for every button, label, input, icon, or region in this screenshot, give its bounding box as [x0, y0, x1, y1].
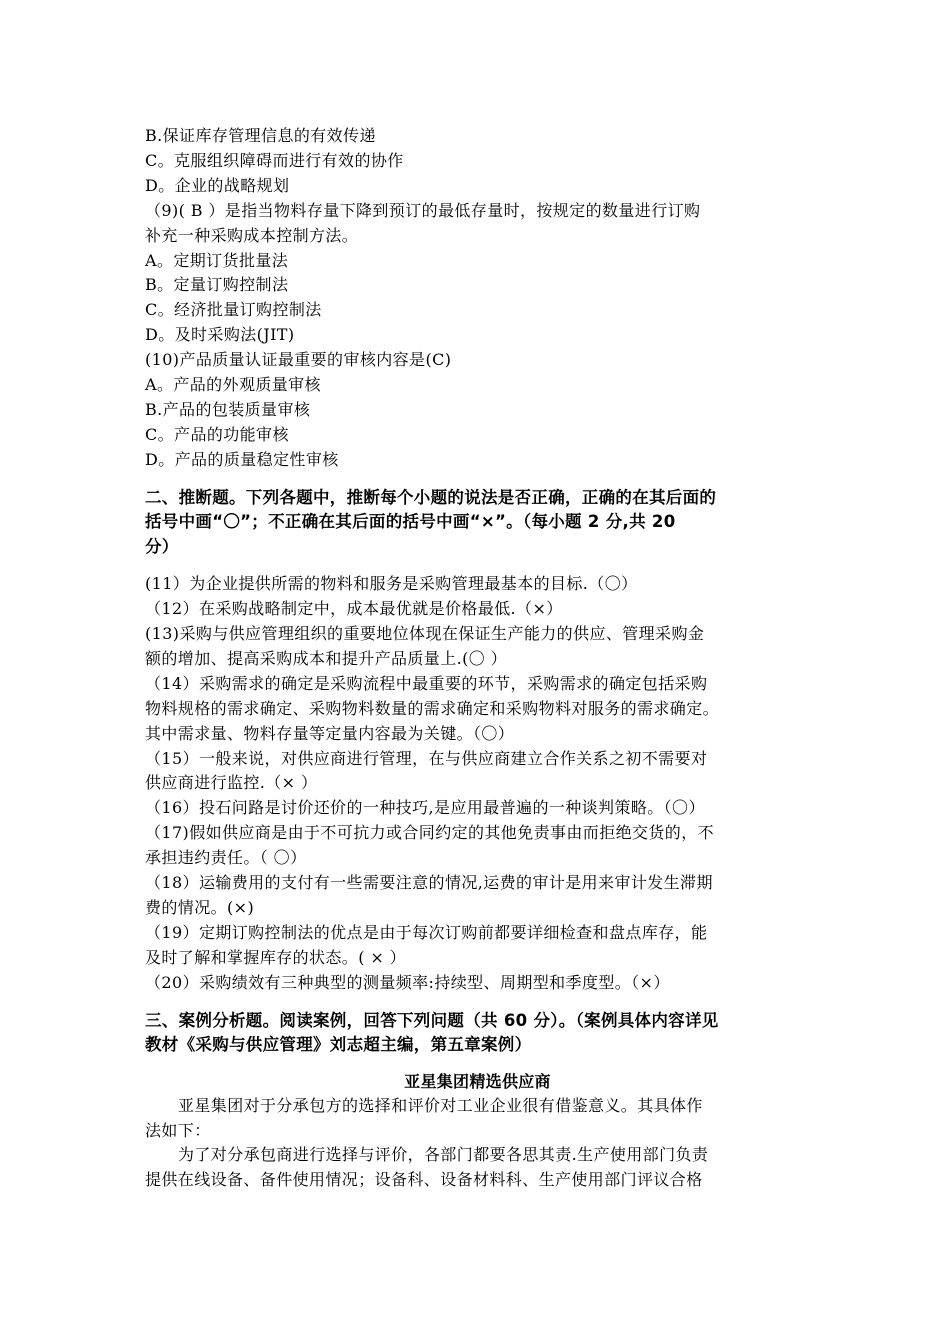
heading-line: 教材《采购与供应管理》刘志超主编，第五章案例）: [145, 1035, 532, 1055]
paragraph-line: 为了对分承包商进行选择与评价，各部门都要各思其责.生产使用部门负责: [178, 1145, 709, 1165]
section-3-heading: [145, 1009, 810, 1058]
question-19: （19）定期订购控制法的优点是由于每次订购前都要详细检查和盘点库存，能: [145, 922, 708, 942]
text-line: C。产品的功能审核: [145, 424, 289, 444]
question-14: （14）采购需求的确定是采购流程中最重要的环节，采购需求的确定包括采购: [145, 673, 708, 693]
paragraph-line: 法如下：: [145, 1120, 211, 1140]
text-line: B.保证库存管理信息的有效传递: [145, 126, 376, 145]
text-line: 供应商进行监控.（× ）: [145, 773, 318, 793]
question-16: （16）投石问路是讨价还价的一种技巧,是应用最普遍的一种谈判策略。（〇）: [145, 798, 705, 818]
question-20: （20）采购绩效有三种典型的测量频率:持续型、周期型和季度型。（×）: [145, 972, 670, 992]
text-line: D。及时采购法(JIT): [145, 325, 295, 345]
paragraph-line: 亚星集团对于分承包方的选择和评价对工业企业很有借鉴意义。其具体作: [178, 1095, 703, 1115]
document-body: [145, 124, 810, 1193]
text-line: 费的情况。(×): [145, 897, 255, 917]
text-line: 承担违约责任。（ 〇）: [145, 848, 307, 868]
question-options-block: [145, 124, 810, 473]
text-line: 额的增加、提高采购成本和提升产品质量上.(〇 ）: [145, 648, 508, 668]
text-line: D。企业的战略规划: [145, 175, 290, 195]
question-15: （15）一般来说，对供应商进行管理，在与供应商建立合作关系之初不需要对: [145, 748, 708, 768]
text-line: B。定量订购控制法: [145, 275, 289, 295]
question-18: （18）运输费用的支付有一些需要注意的情况,运费的审计是用来审计发生滞期: [145, 873, 713, 893]
question-13: (13)采购与供应管理组织的重要地位体现在保证生产能力的供应、管理采购金: [145, 624, 705, 643]
case-title: 亚星集团精选供应商: [404, 1071, 551, 1091]
case-body: [145, 1094, 810, 1194]
heading-line: 分）: [145, 536, 179, 556]
question-17: （17)假如供应商是由于不可抗力或合同约定的其他免责事由而拒绝交货的，不: [145, 823, 715, 843]
text-line: 及时了解和掌握库存的状态。( × ）: [145, 947, 407, 967]
judgment-questions-block: [145, 572, 810, 995]
heading-line: 二、推断题。下列各题中，推断每个小题的说法是否正确，正确的在其后面的: [145, 487, 717, 507]
text-line: C。克服组织障碍而进行有效的协作: [145, 150, 404, 170]
text-line: A。定期订货批量法: [145, 250, 289, 270]
text-line: 其中需求量、物料存量等定量内容最为关键。（〇）: [145, 723, 515, 743]
text-line: B.产品的包装质量审核: [145, 399, 311, 419]
question-10: (10)产品质量认证最重要的审核内容是(C): [145, 350, 452, 370]
paragraph-line: 提供在线设备、备件使用情况；设备科、设备材料科、生产使用部门评议合格: [145, 1170, 703, 1190]
question-9: （9)( B ）是指当物料存量下降到预订的最低存量时，按规定的数量进行订购: [145, 200, 701, 220]
question-12: （12）在采购战略制定中，成本最优就是价格最低.（×）: [145, 599, 563, 619]
text-line: D。产品的质量稳定性审核: [145, 449, 339, 469]
text-line: 物料规格的需求确定、采购物料数量的需求确定和采购物料对服务的需求确定。: [145, 698, 720, 718]
question-11: (11）为企业提供所需的物料和服务是采购管理最基本的目标.（〇）: [145, 574, 638, 594]
heading-line: 括号中画“〇”；不正确在其后面的括号中画“×”。（每小题 2 分,共 20: [145, 512, 676, 532]
text-line: 补充一种采购成本控制方法。: [145, 225, 359, 245]
text-line: C。经济批量订购控制法: [145, 300, 322, 320]
text-line: A。产品的外观质量审核: [145, 375, 321, 395]
heading-line: 三、案例分析题。阅读案例，回答下列问题（共 60 分）。（案例具体内容详见: [145, 1010, 719, 1030]
section-2-heading: [145, 486, 810, 560]
